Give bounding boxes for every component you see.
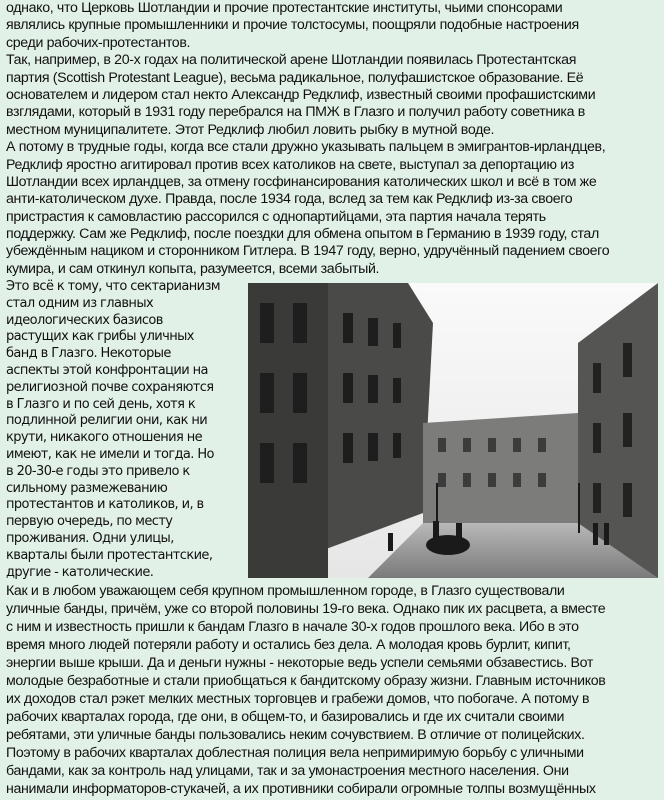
text-line: бандами, как за контроль над улицами, так и за умонастроения местного населения. Они [6, 763, 569, 779]
text-line: поддержку. Сам же Редклиф, после поездки для обмена опытом в Германию в 1939 году, стал [6, 226, 599, 243]
text-line: стал одним из главных [6, 295, 154, 311]
text-line: местном муниципалитете. Этот Редклиф любил ловить рыбку в мутной воде. [6, 121, 495, 138]
text-line: Шотландии всех ирландцев, за отмену госфинансирования католических школ и всё в том же [6, 173, 597, 190]
text-line: энергии выше крыши. Да и деньги нужны - некоторые ведь успели семьями обзавестись. Вот [6, 655, 594, 671]
text-line: нанимали информаторов-стукачей, а их противники собирали огромные толпы возмущённых [6, 781, 596, 797]
text-line: однако, что Церковь Шотландии и прочие протестантские институты, чьими спонсорами [6, 0, 563, 16]
text-line: Поэтому в рабочих кварталах доблестная полиция вела непримиримую борьбу с уличными [6, 745, 584, 761]
text-line: кварталы были протестантские, [6, 547, 213, 563]
text-line: растущих как грибы уличных [6, 329, 194, 345]
text-line: с ним и известность пришли к бандам Глазго в начале 30-х годов прошлого века. Ибо в это [6, 619, 579, 635]
text-line: рабочих кварталах города, где они, в общем-то, и базировались и где их считали своими [6, 709, 565, 725]
text-block-bottom [6, 582, 605, 798]
text-line: банд в Глазго. Некоторые [6, 346, 171, 362]
text-line: религиозной почве сохраняются [6, 379, 214, 395]
text-line: взглядами, который в 1931 году перебрался на ПМЖ в Глазго и получил работу советника в [6, 104, 585, 121]
street-photo [248, 283, 658, 578]
text-line: убеждённым нациком и сторонником Гитлера. В 1947 году, верно, удручённый падением своего [6, 243, 610, 260]
distant-building [423, 413, 578, 523]
text-line: имеют, как не имели и тогда. Но [6, 446, 214, 462]
text-block-side [6, 279, 246, 581]
text-line: основателем и лидером стал некто Александр Редклиф, известный своими профашистскими [6, 86, 596, 103]
text-line: Так, например, в 20-х годах на политической арене Шотландии появилась Протестантская [6, 52, 577, 69]
text-line: в Глазго и по сей день, хотя к [6, 396, 196, 412]
text-line: подлинной религии они, как ни [6, 413, 208, 429]
text-line: время много людей потеряли работу и остались без дела. А молодая кровь бурлит, кипит, [6, 637, 571, 653]
text-line: в 20-30-е годы это привело к [6, 463, 190, 479]
text-line: ребятами, эти уличные банды пользовались неким сочувствием. В отличие от полицейских. [6, 727, 585, 743]
text-line: молодые безработные и стали приобщаться к бандитскому образу жизни. Главным источников [6, 673, 606, 689]
text-line: аспекты этой конфронтации на [6, 362, 208, 378]
text-line: сильному размежеванию [6, 480, 168, 496]
text-line: другие - католические. [6, 564, 154, 580]
text-line: Редклиф яростно агитировал против всех католиков на свете, выступал за депортацию из [6, 156, 574, 173]
text-line: Это всё к тому, что сектарианизм [6, 279, 220, 294]
text-line: протестантов и католиков, и, в [6, 497, 204, 513]
text-line: пристрастия к самовластию рассорился с однопартийцами, эта партия начала терять [6, 208, 546, 225]
text-line: крути, никакого отношения не [6, 430, 203, 446]
text-line: кумира, и сам откинул копыта, разумеется, всеми забытый. [6, 260, 380, 277]
text-line: Как и в любом уважающем себя крупном промышленном городе, в Глазго существовали [6, 583, 565, 599]
text-block-top [6, 0, 609, 278]
text-line: анти-католическом духе. Правда, после 1934 года, вслед за тем как Редклиф из-за своего [6, 191, 573, 208]
text-line: первую очередь, по месту [6, 514, 173, 530]
text-line: партия (Scottish Protestant League), весьма радикальное, полуфашистское образование. Её [6, 69, 584, 86]
text-line: идеологических базисов [6, 312, 163, 328]
text-line: являлись крупные промышленники и прочие толстосумы, поощряли подобные настроения [6, 17, 579, 34]
text-line: их доходов стал рэкет мелких местных торговцев и грабежи домов, что побогаче. А потому в [6, 691, 590, 707]
text-line: среди рабочих-протестантов. [6, 34, 191, 51]
text-line: уличные банды, причём, уже со второй половины 19-го века. Однако пик их расцвета, а вместе [6, 601, 606, 617]
text-line: проживания. Одни улицы, [6, 530, 174, 546]
text-line: А потому в трудные годы, когда все стали дружно указывать пальцем в эмигрантов-ирландцев, [6, 139, 606, 156]
